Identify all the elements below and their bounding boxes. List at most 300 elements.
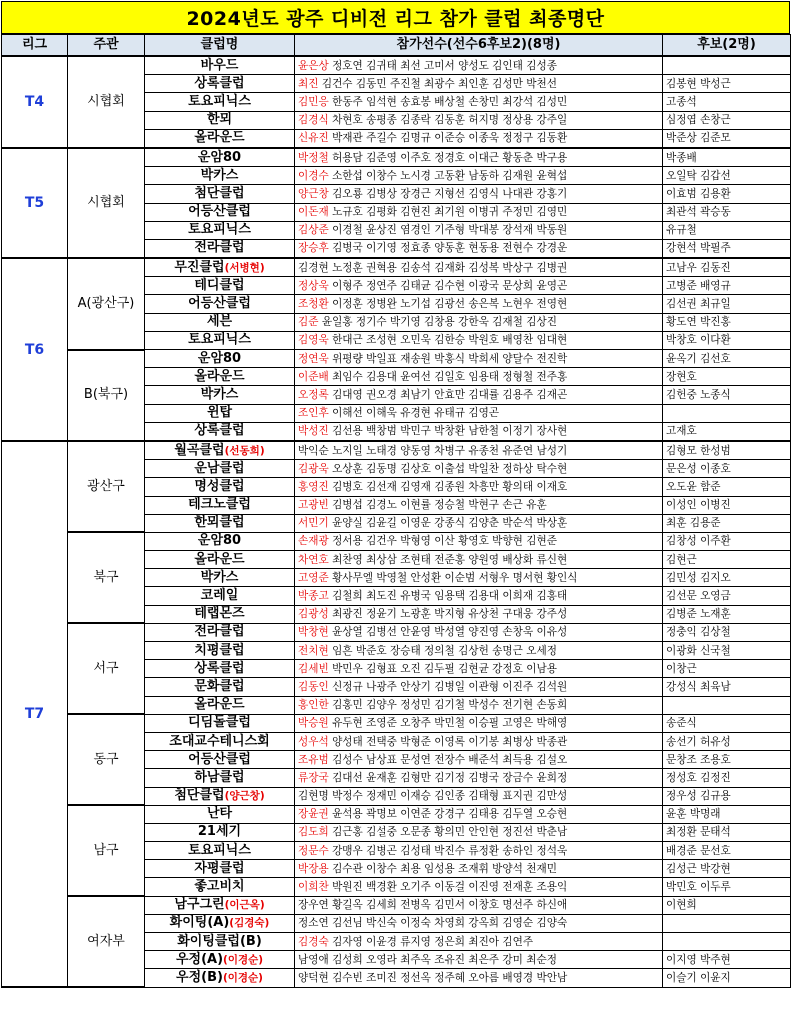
club-name: 테랩몬즈	[194, 606, 245, 622]
alternates-cell: 장현호	[663, 368, 791, 386]
players-cell	[295, 569, 663, 587]
club-name-cell	[145, 569, 295, 587]
club-name-cell	[145, 441, 295, 460]
representative-name: 김민응	[298, 95, 329, 108]
club-contact-note: (선동희)	[224, 444, 265, 457]
representative-name: 정상욱	[298, 279, 329, 292]
players-cell	[295, 951, 663, 969]
club-name: 자평클럽	[194, 860, 245, 876]
host-cell: 여자부	[68, 896, 145, 987]
players-cell	[295, 933, 663, 951]
club-name: 토요피닉스	[188, 93, 251, 109]
club-name: 첨단클럽	[174, 788, 225, 804]
alternates-cell: 이지영 박주현	[663, 951, 791, 969]
alternates-cell: 김병준 노재훈	[663, 605, 791, 623]
host-cell: B(북구)	[68, 350, 145, 441]
table-row	[2, 714, 791, 732]
club-name-cell	[145, 203, 295, 221]
player-names: 이정훈 정병완 노기섭 김광선 송은복 노현우 전영현	[328, 298, 568, 311]
alternates-cell: 강성식 최육남	[663, 678, 791, 696]
representative-name: 양근창	[298, 187, 329, 200]
club-name: 조대교수테니스회	[169, 733, 270, 749]
club-name-cell	[145, 532, 295, 550]
club-name: 코레일	[200, 588, 239, 604]
club-name: 하남클럽	[194, 769, 245, 785]
player-names: 임흔 박준호 장승태 정의철 김상헌 송명근 오세정	[328, 644, 557, 657]
players-cell	[295, 277, 663, 295]
representative-name: 조청환	[298, 298, 329, 311]
representative-name: 이준배	[298, 370, 329, 383]
alternates-cell: 이창근	[663, 660, 791, 678]
alternates-cell: 이광화 신국철	[663, 642, 791, 660]
alternates-cell: 이효범 김용환	[663, 185, 791, 203]
club-name: 전라클럽	[194, 240, 245, 256]
players-cell	[295, 514, 663, 532]
player-names: 김건수 김동민 주진철 최광수 최인훈 김성만 박천선	[318, 77, 557, 90]
representative-name: 조인후	[298, 407, 329, 420]
club-name-cell	[145, 331, 295, 349]
header-host: 주관	[68, 35, 145, 57]
players-cell	[295, 386, 663, 404]
player-names: 김근홍 김설중 오문종 황의민 안인현 정진선 박춘남	[328, 826, 568, 839]
club-name-cell	[145, 350, 295, 368]
player-names: 노규호 김평화 김현진 최기원 이병귀 주정민 김영민	[328, 206, 568, 219]
alternates-cell: 김창성 이주환	[663, 532, 791, 550]
representative-name: 김영욱	[298, 334, 329, 347]
representative-name: 정연욱	[298, 352, 329, 365]
player-names: 정서용 김건우 박형영 이산 황영호 박향현 김현준	[328, 535, 557, 548]
player-names: 박익순 노지일 노태경 양동영 차병구 유종천 유준연 남성기	[298, 444, 568, 457]
table-row	[2, 532, 791, 550]
players-cell	[295, 623, 663, 641]
club-name-cell	[145, 313, 295, 331]
club-name: 남구그린	[174, 897, 225, 913]
representative-name: 박장용	[298, 862, 329, 875]
representative-name: 김광욱	[298, 462, 329, 475]
player-names: 김대선 윤재훈 김형만 김기정 김병국 장금수 윤희정	[328, 771, 568, 784]
player-names: 이해선 이해욱 유경현 유태규 김영곤	[328, 407, 500, 420]
representative-name: 성우석	[298, 735, 329, 748]
club-name: 토요피닉스	[188, 222, 251, 238]
players-cell	[295, 422, 663, 441]
club-name-cell	[145, 239, 295, 258]
club-name: 테크노클럽	[188, 497, 251, 513]
club-name-cell	[145, 368, 295, 386]
club-name: 세븐	[206, 314, 233, 330]
representative-name: 김광성	[298, 608, 329, 621]
alternates-cell: 황도연 박진홍	[663, 313, 791, 331]
player-names: 김철희 최도진 유병국 임용택 김용대 이희재 김홍태	[328, 590, 568, 603]
player-names: 박재관 주길수 김명규 이준승 이종욱 정정구 김동환	[328, 132, 568, 145]
representative-name: 차연호	[298, 553, 329, 566]
alternates-cell: 김헌중 노종식	[663, 386, 791, 404]
club-name-cell	[145, 842, 295, 860]
club-name: 박카스	[200, 569, 239, 585]
representative-name: 류장국	[298, 771, 329, 784]
club-name: 올라운드	[194, 697, 245, 713]
player-names: 최광진 정윤기 노광훈 박지형 유상천 구대웅 강주성	[328, 608, 568, 621]
alternates-cell: 문창조 조용호	[663, 751, 791, 769]
representative-name: 홍영진	[298, 480, 329, 493]
alternates-cell: 김선권 최규일	[663, 295, 791, 313]
club-name: 난타	[206, 806, 233, 822]
representative-name: 장승후	[298, 242, 329, 255]
club-name: 박카스	[200, 386, 239, 402]
players-cell	[295, 331, 663, 349]
club-name: 우정(B)	[176, 969, 223, 985]
players-cell	[295, 258, 663, 277]
club-name-cell	[145, 805, 295, 823]
club-name-cell	[145, 587, 295, 605]
club-name-cell	[145, 111, 295, 129]
club-name-cell	[145, 896, 295, 914]
representative-name: 홍인한	[298, 699, 329, 712]
player-names: 한대근 조성현 오민욱 김한승 박원호 배영찬 임대현	[328, 334, 568, 347]
players-cell	[295, 532, 663, 550]
alternates-cell: 고병준 배영규	[663, 277, 791, 295]
representative-name: 고광빈	[298, 499, 329, 512]
player-names: 윤일홍 정기수 박기영 김창용 강한욱 김재철 김상진	[318, 316, 557, 329]
players-cell	[295, 496, 663, 514]
representative-name: 손재광	[298, 535, 329, 548]
host-cell: 북구	[68, 532, 145, 623]
representative-name: 김동인	[298, 680, 329, 693]
player-names: 소한섭 이창수 노시경 고동환 남동하 김재원 윤혁섭	[328, 169, 568, 182]
club-name: 테디클럽	[194, 277, 245, 293]
alternates-cell: 최관석 곽승동	[663, 203, 791, 221]
club-name-cell	[145, 623, 295, 641]
club-name: 한뫼	[206, 112, 233, 128]
alternates-cell: 김선문 오영금	[663, 587, 791, 605]
player-names: 김홍민 김양우 정성민 김기철 박성수 전기현 손동희	[328, 699, 568, 712]
club-name-cell	[145, 514, 295, 532]
club-name: 화이팅(A)	[169, 915, 230, 931]
club-name-cell	[145, 878, 295, 896]
players-cell	[295, 914, 663, 932]
player-names: 장우연 황길옥 김세희 전병옥 김민서 이창호 명선주 하신애	[298, 899, 568, 912]
club-name-cell	[145, 404, 295, 422]
club-name-cell	[145, 277, 295, 295]
alternates-cell: 김성근 박강현	[663, 860, 791, 878]
club-name-cell	[145, 185, 295, 203]
player-names: 차현호 송평종 김종락 김동훈 허지명 정상용 강주일	[328, 114, 568, 127]
club-contact-note: (이경순)	[222, 971, 263, 984]
player-names: 남영애 김성희 오영라 최주옥 조유진 최은주 강미 최순정	[298, 953, 557, 966]
player-names: 강맹우 김병곤 김성태 박진수 류정환 송하인 정석욱	[328, 844, 568, 857]
representative-name: 전치현	[298, 644, 329, 657]
alternates-cell: 문은성 이종호	[663, 460, 791, 478]
club-name: 운암80	[197, 533, 242, 549]
club-name-cell	[145, 823, 295, 841]
representative-name: 박성진	[298, 425, 329, 438]
roster-body	[2, 56, 791, 987]
representative-name: 박정철	[298, 151, 329, 164]
player-names: 김현명 박정수 정재민 이재승 김인종 김태형 표지권 김만성	[298, 790, 568, 803]
club-name-cell	[145, 605, 295, 623]
representative-name: 김도희	[298, 826, 329, 839]
club-contact-note: (양근창)	[224, 790, 265, 803]
host-cell: 서구	[68, 623, 145, 714]
club-name-cell	[145, 258, 295, 277]
club-contact-note: (이근옥)	[224, 899, 265, 912]
player-names: 이경철 윤상진 염경인 기주형 박대봉 장석재 박동원	[328, 224, 568, 237]
club-name-cell	[145, 951, 295, 969]
club-name: 상록클럽	[194, 75, 245, 91]
alternates-cell: 박종배	[663, 148, 791, 167]
club-name: 명성클럽	[194, 478, 245, 494]
alternates-cell: 정우성 김규용	[663, 787, 791, 805]
alternates-cell: 박민호 이두루	[663, 878, 791, 896]
alternates-cell	[663, 56, 791, 75]
host-cell: 동구	[68, 714, 145, 805]
representative-name: 김경숙	[298, 935, 329, 948]
players-cell	[295, 714, 663, 732]
alternates-cell: 윤옥기 김선호	[663, 350, 791, 368]
players-cell	[295, 696, 663, 714]
alternates-cell: 김봉현 박성근	[663, 75, 791, 93]
club-name: 올라운드	[194, 551, 245, 567]
representative-name: 김경식	[298, 114, 329, 127]
club-name-cell	[145, 914, 295, 932]
club-name: 올라운드	[194, 130, 245, 146]
player-names: 김선용 백창범 박민구 박창환 남한철 이정기 장사현	[328, 425, 568, 438]
alternates-cell: 심정엽 손창근	[663, 111, 791, 129]
player-names: 박원진 백경환 오기주 이동걸 이진영 전재훈 조용익	[328, 881, 568, 894]
alternates-cell: 김형모 한성범	[663, 441, 791, 460]
player-names: 오상훈 김동명 김상호 이출섭 박일찬 정하상 탁수현	[328, 462, 568, 475]
player-names: 김자영 이윤경 류지영 정은희 최진아 김연주	[328, 935, 534, 948]
club-name-cell	[145, 129, 295, 148]
host-cell: 남구	[68, 805, 145, 896]
alternates-cell: 박준상 김준모	[663, 129, 791, 148]
host-cell: 시협회	[68, 148, 145, 258]
players-cell	[295, 678, 663, 696]
players-cell	[295, 860, 663, 878]
players-cell	[295, 404, 663, 422]
alternates-cell: 강현석 박필주	[663, 239, 791, 258]
player-names: 최임수 김용대 윤여선 김일호 임용태 정형철 전주홍	[328, 370, 568, 383]
club-name-cell	[145, 93, 295, 111]
players-cell	[295, 660, 663, 678]
club-name: 운암80	[197, 149, 242, 165]
players-cell	[295, 441, 663, 460]
player-names: 정소연 김선님 박신숙 이정숙 차영희 강옥희 김영순 김양숙	[298, 917, 568, 930]
player-names: 김오룡 김병상 장경근 지형선 김영식 나대관 강홍기	[328, 187, 568, 200]
league-cell: T7	[2, 441, 68, 987]
players-cell	[295, 295, 663, 313]
roster-sheet	[1, 1, 790, 1027]
club-name-cell	[145, 933, 295, 951]
alternates-cell	[663, 696, 791, 714]
club-name: 월곡클럽	[174, 442, 225, 458]
player-names: 김병섭 김경노 이현률 정승철 박현구 손근 유훈	[328, 499, 547, 512]
player-names: 유두현 조영준 오창주 박민철 이승필 고영은 박해영	[328, 717, 568, 730]
players-cell	[295, 350, 663, 368]
club-name-cell	[145, 787, 295, 805]
players-cell	[295, 605, 663, 623]
roster-table	[1, 34, 791, 988]
players-cell	[295, 823, 663, 841]
club-name-cell	[145, 769, 295, 787]
players-cell	[295, 842, 663, 860]
alternates-cell: 송준식	[663, 714, 791, 732]
club-name: 상록클럽	[194, 660, 245, 676]
club-contact-note: (이경순)	[223, 953, 264, 966]
player-names: 김병국 이기영 정효종 양동훈 현동용 전현수 강경운	[328, 242, 568, 255]
club-name: 전라클럽	[194, 624, 245, 640]
club-name-cell	[145, 478, 295, 496]
players-cell	[295, 751, 663, 769]
header-club: 클럽명	[145, 35, 295, 57]
club-name: 어등산클럽	[188, 751, 251, 767]
representative-name: 정문수	[298, 844, 329, 857]
league-cell: T6	[2, 258, 68, 441]
players-cell	[295, 551, 663, 569]
player-names: 위평량 박일표 재송원 박홍식 박희세 양달수 전진학	[328, 352, 568, 365]
players-cell	[295, 460, 663, 478]
representative-name: 고영준	[298, 571, 329, 584]
player-names: 김병호 김선재 김영재 김종원 차흥만 황의태 이재호	[328, 480, 568, 493]
alternates-cell: 이슬기 이윤지	[663, 969, 791, 987]
player-names: 신정규 나광주 안상기 김병일 이관형 이진주 김석원	[328, 680, 568, 693]
representative-name: 윤은상	[298, 59, 329, 72]
representative-name: 신유진	[298, 132, 329, 145]
players-cell	[295, 148, 663, 167]
header-league: 리그	[2, 35, 68, 57]
page-title: 2024년도 광주 디비전 리그 참가 클럽 최종명단	[1, 1, 790, 34]
club-name: 디딤돌클럽	[188, 715, 251, 731]
club-name-cell	[145, 148, 295, 167]
club-name: 한뫼클럽	[194, 515, 245, 531]
representative-name: 오정록	[298, 388, 329, 401]
player-names: 김성수 남상표 문성연 전장수 배준석 최득용 김설오	[328, 753, 568, 766]
alternates-cell: 최정환 문태석	[663, 823, 791, 841]
representative-name: 서민기	[298, 517, 329, 530]
players-cell	[295, 203, 663, 221]
club-name-cell	[145, 642, 295, 660]
players-cell	[295, 769, 663, 787]
club-name: 무진클럽	[174, 259, 225, 275]
club-name-cell	[145, 551, 295, 569]
table-row	[2, 896, 791, 914]
club-name-cell	[145, 732, 295, 750]
host-cell: 광산구	[68, 441, 145, 532]
club-name-cell	[145, 221, 295, 239]
club-contact-note: (서병현)	[224, 261, 265, 274]
alternates-cell: 박창호 이다환	[663, 331, 791, 349]
players-cell	[295, 56, 663, 75]
alternates-cell: 배경준 문선호	[663, 842, 791, 860]
club-name: 토요피닉스	[188, 332, 251, 348]
header-row	[2, 35, 791, 57]
representative-name: 이경수	[298, 169, 329, 182]
players-cell	[295, 587, 663, 605]
club-name-cell	[145, 295, 295, 313]
league-cell: T5	[2, 148, 68, 258]
club-name: 토요피닉스	[188, 842, 251, 858]
table-row	[2, 350, 791, 368]
alternates-cell	[663, 404, 791, 422]
player-names: 양성태 전택중 박형준 이영록 이기봉 최병상 박종관	[328, 735, 568, 748]
player-names: 한동주 임석현 송효봉 배상철 손창민 최강석 김성민	[328, 95, 568, 108]
players-cell	[295, 185, 663, 203]
alternates-cell: 윤훈 박명래	[663, 805, 791, 823]
player-names: 박민우 김형표 오진 김두필 김현균 강정호 이남용	[328, 662, 557, 675]
alternates-cell: 오일탁 김갑선	[663, 167, 791, 185]
player-names: 황사무엘 박영철 안성환 이순범 서형우 명서현 황인식	[328, 571, 578, 584]
representative-name: 조유범	[298, 753, 329, 766]
alternates-cell: 송선기 허유성	[663, 732, 791, 750]
player-names: 최찬영 최상삼 조현태 전준홍 양원영 배상화 류신현	[328, 553, 568, 566]
club-name-cell	[145, 460, 295, 478]
player-names: 김경현 노정훈 권혁용 김송석 김재화 김성복 박상구 김병권	[298, 261, 568, 274]
representative-name: 김세빈	[298, 662, 329, 675]
alternates-cell: 정충익 김상철	[663, 623, 791, 641]
table-row	[2, 56, 791, 75]
club-name-cell	[145, 751, 295, 769]
club-name-cell	[145, 660, 295, 678]
alternates-cell: 오도윤 함준	[663, 478, 791, 496]
players-cell	[295, 732, 663, 750]
alternates-cell: 김민성 김지오	[663, 569, 791, 587]
club-name-cell	[145, 969, 295, 987]
representative-name: 김준	[298, 316, 319, 329]
representative-name: 장윤권	[298, 808, 329, 821]
club-name: 우정(A)	[175, 951, 224, 967]
representative-name: 김상준	[298, 224, 329, 237]
player-names: 김대영 권오경 최남기 안효만 김대률 김용주 김재곤	[328, 388, 568, 401]
club-contact-note: (김경숙)	[229, 917, 270, 930]
alternates-cell: 고종석	[663, 93, 791, 111]
club-name: 윈탑	[206, 405, 233, 421]
player-names: 김수관 이창수 최용 임성용 조재휘 방양석 천재민	[328, 862, 557, 875]
representative-name: 박창현	[298, 626, 329, 639]
players-cell	[295, 787, 663, 805]
player-names: 윤양실 김윤길 이영운 강종식 김양춘 박순석 박상훈	[328, 517, 568, 530]
alternates-cell: 김현근	[663, 551, 791, 569]
players-cell	[295, 805, 663, 823]
club-name: 첨단클럽	[194, 185, 245, 201]
players-cell	[295, 478, 663, 496]
players-cell	[295, 313, 663, 331]
alternates-cell: 고재호	[663, 422, 791, 441]
alternates-cell: 정성호 김정진	[663, 769, 791, 787]
representative-name: 박승원	[298, 717, 329, 730]
club-name: 치평클럽	[194, 642, 245, 658]
alternates-cell: 최훈 김용준	[663, 514, 791, 532]
players-cell	[295, 167, 663, 185]
host-cell: 시협회	[68, 56, 145, 148]
club-name-cell	[145, 496, 295, 514]
club-name: 어등산클럽	[188, 204, 251, 220]
table-row	[2, 805, 791, 823]
alternates-cell: 유규철	[663, 221, 791, 239]
table-row	[2, 258, 791, 277]
club-name: 어등산클럽	[188, 296, 251, 312]
table-row	[2, 623, 791, 641]
club-name-cell	[145, 860, 295, 878]
representative-name: 이돈재	[298, 206, 329, 219]
club-name: 좋고비치	[194, 879, 245, 895]
alternates-cell: 이현희	[663, 896, 791, 914]
club-name: 문화클럽	[194, 678, 245, 694]
players-cell	[295, 75, 663, 93]
club-name-cell	[145, 56, 295, 75]
players-cell	[295, 239, 663, 258]
player-names: 이형주 정연주 김태균 김수현 이광국 문상희 윤영곤	[328, 279, 568, 292]
club-name-cell	[145, 714, 295, 732]
players-cell	[295, 969, 663, 987]
